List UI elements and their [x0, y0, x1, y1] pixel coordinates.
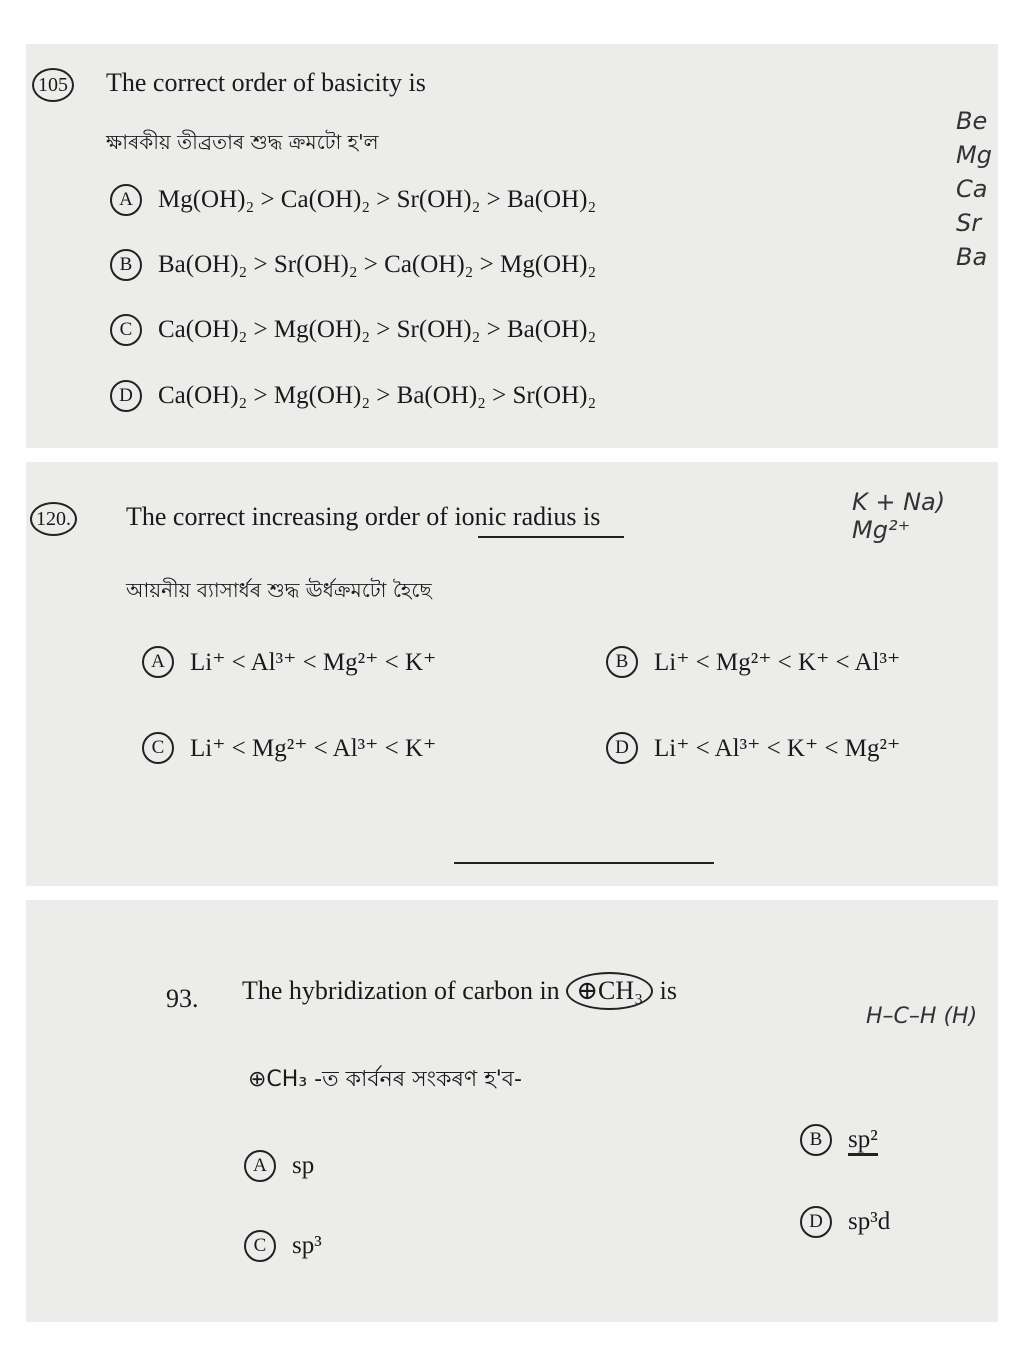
question-text: The hybridization of carbon in ⊕CH₃ is [242, 972, 677, 1010]
handwritten-underline [478, 536, 624, 538]
option-d[interactable]: D Li⁺ < Al³⁺ < K⁺ < Mg²⁺ [606, 732, 900, 764]
margin-handwriting: Be Mg Ca Sr Ba [956, 107, 992, 271]
question-number: 93. [166, 984, 199, 1013]
question-card-120 [26, 462, 998, 886]
option-d[interactable]: D sp³d [800, 1206, 890, 1238]
divider [454, 862, 714, 864]
option-b[interactable]: B Ba(OH)₂ > Sr(OH)₂ > Ca(OH)₂ > Mg(OH)₂ [110, 249, 596, 281]
option-a[interactable]: A Mg(OH)₂ > Ca(OH)₂ > Sr(OH)₂ > Ba(OH)₂ [110, 184, 596, 216]
question-text-assamese: ⊕CH₃ -ত কাৰ্বনৰ সংকৰণ হ'ব- [248, 1067, 522, 1092]
question-card-105 [26, 44, 998, 448]
question-card-93 [26, 900, 998, 1322]
option-c[interactable]: C Ca(OH)₂ > Mg(OH)₂ > Sr(OH)₂ > Ba(OH)₂ [110, 314, 596, 346]
question-text: The correct increasing order of ionic radius is [126, 502, 601, 531]
species-ch3-circled: ⊕CH₃ [566, 972, 653, 1010]
option-c[interactable]: C Li⁺ < Mg²⁺ < Al³⁺ < K⁺ [142, 732, 436, 764]
option-d[interactable]: D Ca(OH)₂ > Mg(OH)₂ > Ba(OH)₂ > Sr(OH)₂ [110, 380, 596, 412]
option-b[interactable]: B Li⁺ < Mg²⁺ < K⁺ < Al³⁺ [606, 646, 900, 678]
option-b[interactable]: B sp² [800, 1124, 878, 1156]
question-number: 120. [30, 502, 77, 536]
margin-handwriting: H–C–H (H) [866, 1004, 978, 1029]
margin-handwriting: K + Na) Mg²⁺ [852, 488, 946, 544]
option-c[interactable]: C sp³ [244, 1230, 322, 1262]
question-text: The correct order of basicity is [106, 68, 426, 97]
question-number: 105 [32, 68, 74, 102]
option-a[interactable]: A Li⁺ < Al³⁺ < Mg²⁺ < K⁺ [142, 646, 436, 678]
question-text-assamese: ক্ষাৰকীয় তীব্ৰতাৰ শুদ্ধ ক্ৰমটো হ'ল [106, 130, 379, 154]
question-text-assamese: আয়নীয় ব্যাসাৰ্ধৰ শুদ্ধ ঊৰ্ধক্ৰমটো হৈছে [126, 578, 432, 602]
option-a[interactable]: A sp [244, 1150, 314, 1182]
